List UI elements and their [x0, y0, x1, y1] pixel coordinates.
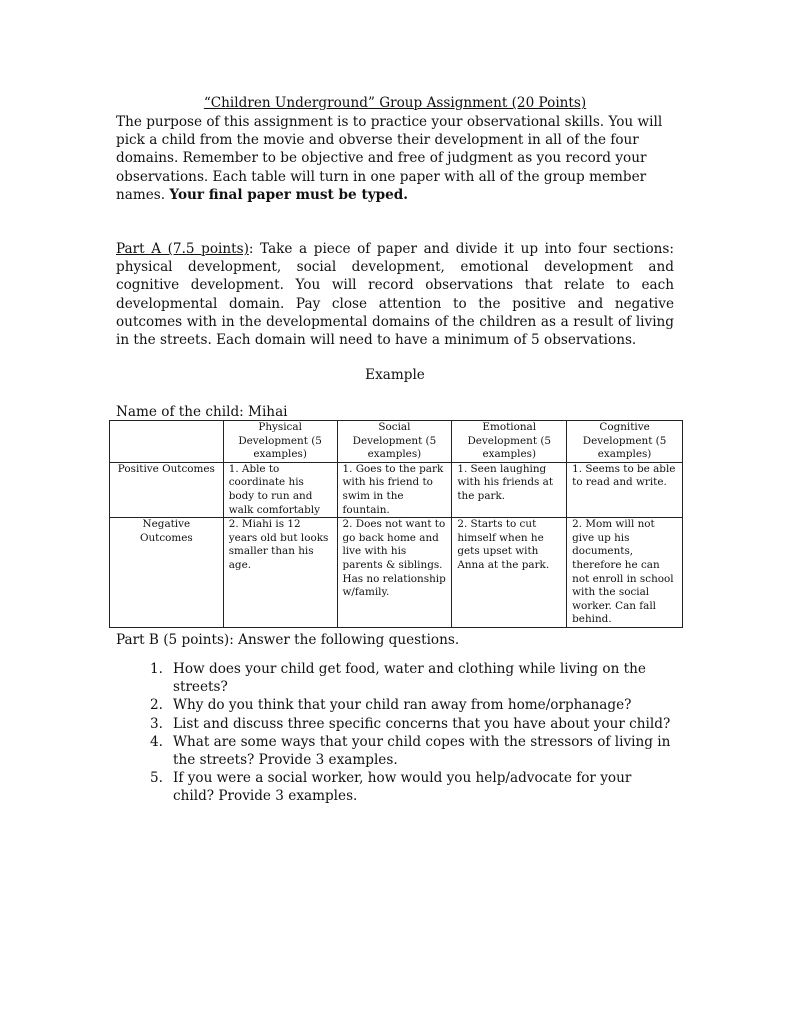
table-row [110, 462, 683, 517]
observation-table [109, 420, 683, 628]
example-heading: Example [365, 367, 425, 383]
table-row [110, 518, 683, 628]
part-a-paragraph [116, 240, 674, 349]
list-item [116, 660, 676, 696]
table-cell: 1. Seen laughing with his friends at the park. [452, 462, 567, 517]
part-a-label: Part A (7.5 points) [116, 241, 249, 257]
question-list [116, 660, 676, 806]
question-text: List and discuss three specific concerns that you have about your child? [173, 715, 671, 732]
table-header-cell: Physical Development (5 examples) [223, 421, 337, 463]
question-number: 1. [150, 661, 163, 677]
table-header-cell: Emotional Development (5 examples) [452, 421, 567, 463]
question-text: If you were a social worker, how would you help/advocate for your child? Provide 3 examples. [173, 770, 632, 805]
table-row-label: Positive Outcomes [110, 462, 224, 517]
list-item [116, 696, 676, 714]
question-text: What are some ways that your child copes with the stressors of living in the streets? Provide 3 examples. [173, 733, 671, 769]
question-text: Why do you think that your child ran away from home/orphanage? [173, 697, 632, 714]
table-cell: 2. Starts to cut himself when he gets upset with Anna at the park. [452, 518, 567, 628]
list-item [116, 733, 676, 769]
part-a-text: : Take a piece of paper and divide it up into four sections: physical development, social development, emotional development and cognitive development. You will record observations that relate to each developmental domain. Pay close attention to the positive and negative outcomes with in the developmental domains of the children as a result of living in the streets. Each domain will need to have a minimum of 5 observations. [116, 241, 674, 349]
intro-text: The purpose of this assignment is to practice your observational skills. You will pick a child from the movie and obverse their development in all of the four domains. Remember to be objective and free of judgment as you record your observations. Each table will turn in one paper with all of the group member names. [116, 114, 663, 203]
table-cell: 2. Does not want to go back home and live with his parents & siblings. Has no relationship w/family. [337, 518, 452, 628]
question-number: 5. [150, 770, 163, 787]
table-header-cell [110, 421, 224, 463]
table-cell: 1. Goes to the park with his friend to swim in the fountain. [337, 462, 452, 517]
table-cell: 1. Able to coordinate his body to run and walk comfortably [223, 462, 337, 517]
table-cell: 1. Seems to be able to read and write. [567, 462, 683, 517]
table-header-cell: Social Development (5 examples) [337, 421, 452, 463]
list-item [116, 715, 676, 733]
list-item [116, 769, 676, 805]
question-number: 3. [150, 715, 163, 732]
question-text: How does your child get food, water and clothing while living on the streets? [173, 661, 646, 696]
question-number: 4. [150, 733, 163, 750]
table-row-label: Negative Outcomes [110, 518, 224, 628]
table-cell: 2. Miahi is 12 years old but looks smaller than his age. [223, 518, 337, 628]
table-cell: 2. Mom will not give up his documents, therefore he can not enroll in school with the social worker. Can fall behind. [567, 518, 683, 628]
child-name: Name of the child: Mihai [116, 404, 288, 420]
table-header-cell: Cognitive Development (5 examples) [567, 421, 683, 463]
assignment-title: “Children Underground” Group Assignment (20 Points) [203, 95, 587, 111]
question-number: 2. [150, 697, 163, 714]
intro-paragraph [116, 113, 674, 204]
part-b-heading: Part B (5 points): Answer the following questions. [116, 632, 460, 648]
table-header-row [110, 421, 683, 463]
intro-bold-note: Your final paper must be typed. [169, 186, 409, 203]
